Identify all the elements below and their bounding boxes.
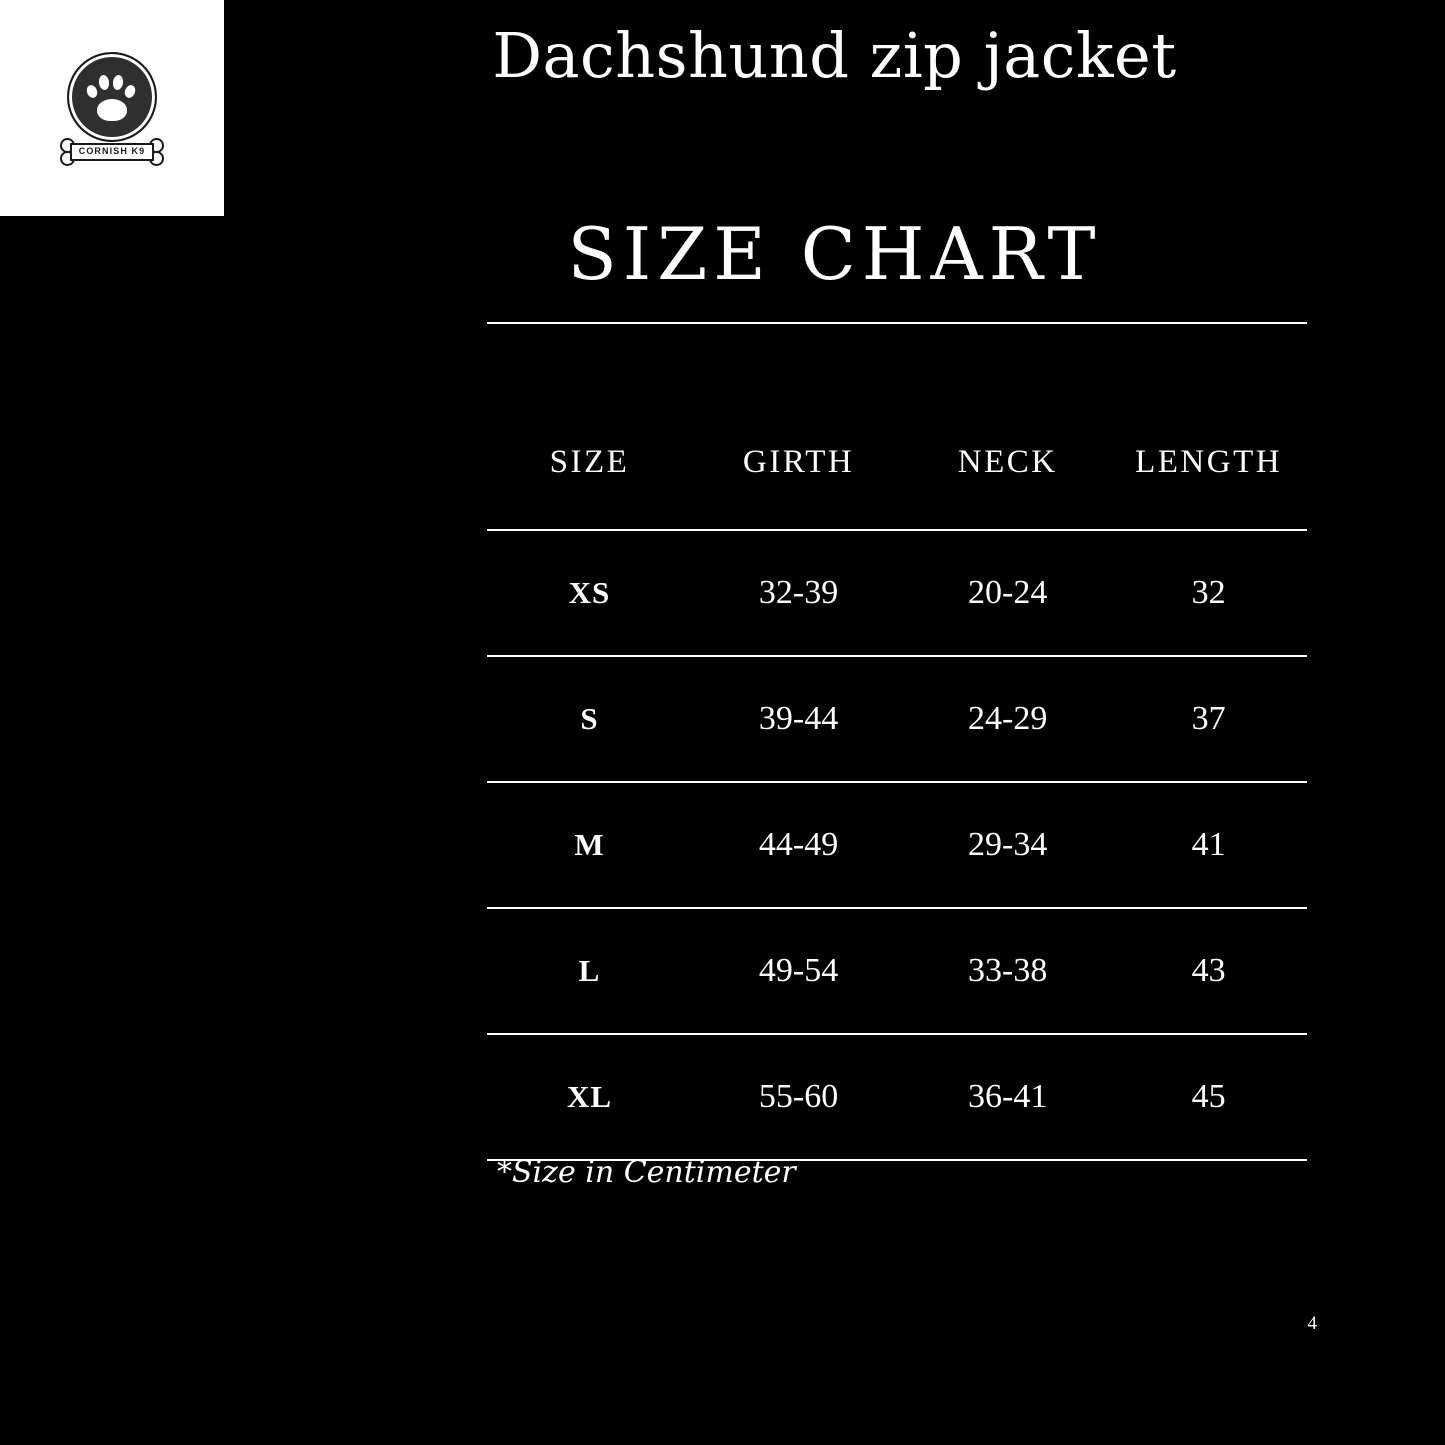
cell-neck: 20-24 [905, 530, 1110, 656]
table-row [487, 656, 1307, 782]
column-header-girth: GIRTH [742, 444, 855, 480]
cell-size: M [487, 782, 692, 908]
column-header-size: SIZE [549, 444, 630, 480]
cell-girth: 55-60 [692, 1034, 905, 1160]
size-unit-note: *Size in Centimeter [497, 1155, 796, 1190]
cell-length: 43 [1110, 908, 1307, 1034]
cell-length: 45 [1110, 1034, 1307, 1160]
cell-girth: 44-49 [692, 782, 905, 908]
table-row [487, 782, 1307, 908]
cell-girth: 49-54 [692, 908, 905, 1034]
cell-length: 37 [1110, 656, 1307, 782]
cell-size: L [487, 908, 692, 1034]
cell-size: XS [487, 530, 692, 656]
page-title: Dachshund zip jacket [492, 19, 1177, 92]
size-chart-table [487, 324, 1307, 1161]
table-row [487, 530, 1307, 656]
table-row [487, 908, 1307, 1034]
table-row [487, 1034, 1307, 1160]
cell-neck: 36-41 [905, 1034, 1110, 1160]
cell-length: 41 [1110, 782, 1307, 908]
column-header-length: LENGTH [1135, 444, 1283, 480]
brand-name: CORNISH K9 [78, 146, 146, 157]
cell-neck: 24-29 [905, 656, 1110, 782]
cell-length: 32 [1110, 530, 1307, 656]
logo-plate [0, 0, 224, 216]
cell-girth: 32-39 [692, 530, 905, 656]
table-header-row [487, 324, 1307, 530]
cornish-k9-logo [56, 53, 168, 171]
bone-icon [58, 135, 166, 169]
page-number: 4 [1307, 1313, 1317, 1334]
size-chart-heading: SIZE CHART [567, 212, 1102, 296]
cell-size: XL [487, 1034, 692, 1160]
cell-girth: 39-44 [692, 656, 905, 782]
size-chart-container [487, 322, 1307, 1161]
logo-disc [67, 52, 157, 142]
column-header-neck: NECK [957, 444, 1058, 480]
paw-print-icon [86, 71, 138, 121]
cell-size: S [487, 656, 692, 782]
cell-neck: 33-38 [905, 908, 1110, 1034]
cell-neck: 29-34 [905, 782, 1110, 908]
